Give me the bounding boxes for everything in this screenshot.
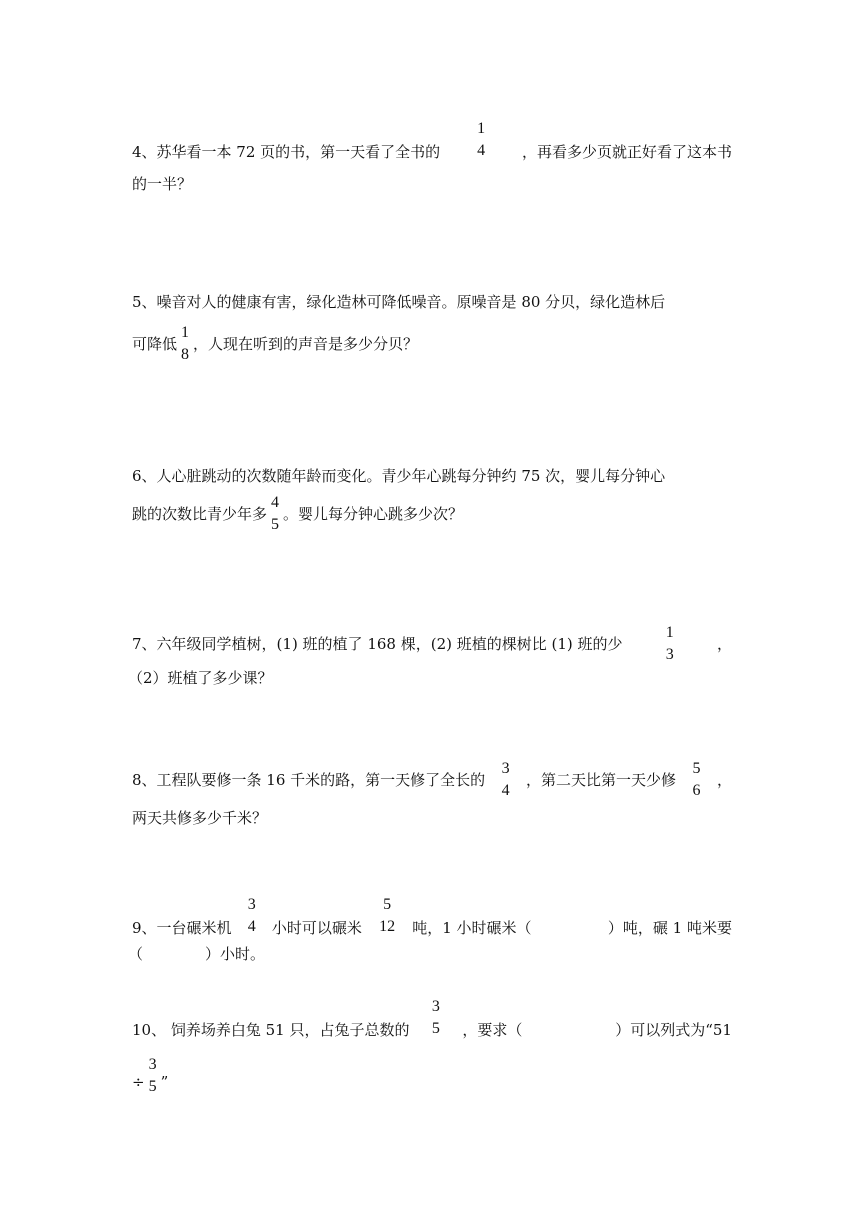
- fraction-numerator: 5: [383, 896, 392, 913]
- q4-fraction: [475, 118, 487, 162]
- fraction-numerator: 4: [271, 494, 280, 511]
- q10-expression-fraction: [147, 1054, 159, 1098]
- q10-fraction: [430, 996, 442, 1040]
- q5-line2: [132, 322, 732, 366]
- fraction-denominator: 12: [379, 918, 396, 935]
- fraction-numerator: 3: [431, 998, 440, 1015]
- q7-text-a: 7、六年级同学植树，(1) 班的植了 168 棵，(2) 班植的棵树比 (1) 班的少: [132, 635, 623, 653]
- fraction-denominator: 4: [247, 918, 256, 935]
- q9-line2-close: ）小时。: [205, 945, 266, 963]
- q5-line1: [132, 292, 732, 312]
- fraction-numerator: 3: [501, 760, 510, 777]
- q8-fraction-1: [500, 758, 512, 802]
- q9-line2: [128, 944, 728, 964]
- q8-fraction-2: [691, 758, 703, 802]
- fraction-denominator: 4: [501, 782, 510, 799]
- fraction-numerator: 1: [477, 120, 486, 137]
- q7-line2-text: （2）班植了多少课？: [128, 669, 273, 687]
- q5-text-b: ，人现在听到的声音是多少分贝？: [193, 335, 419, 353]
- q10-text-a: 10、 饲养场养白兔 51 只，占兔子总数的: [132, 1021, 410, 1039]
- q9-fraction-1: [246, 894, 258, 938]
- q5-text-a: 可降低: [132, 335, 178, 353]
- q10-divide-sign: ÷: [132, 1073, 145, 1091]
- q10-text-b: ，要求（: [462, 1021, 523, 1039]
- fraction-numerator: 5: [692, 760, 701, 777]
- fraction-denominator: 5: [148, 1078, 157, 1095]
- fraction-numerator: 1: [665, 624, 674, 641]
- q4-line2: [132, 174, 732, 194]
- q10-line1: [132, 998, 732, 1052]
- q4-text-b: ，再看多少页就正好看了这本书: [521, 143, 732, 161]
- q10-line2: [132, 1050, 732, 1094]
- fraction-numerator: 3: [247, 896, 256, 913]
- q7-fraction: [664, 622, 676, 666]
- q9-text-d: ）吨，碾 1 吨米要: [607, 919, 732, 937]
- q5-line1-text: 5、噪音对人的健康有害，绿化造林可降低噪音。原噪音是 80 分贝，绿化造林后: [132, 293, 666, 311]
- q6-line2: [132, 492, 732, 536]
- q8-line2-text: 两天共修多少千米？: [132, 809, 268, 827]
- fraction-denominator: 6: [692, 782, 701, 799]
- q9-text-c: 吨，1 小时碾米（: [412, 919, 532, 937]
- fraction-denominator: 3: [665, 646, 674, 663]
- fraction-denominator: 5: [431, 1020, 440, 1037]
- q7-text-b: ，: [716, 635, 732, 653]
- q5-fraction: [179, 322, 191, 366]
- q6-text-a: 跳的次数比青少年多: [132, 505, 268, 523]
- q6-text-b: 。婴儿每分钟心跳多少次？: [283, 505, 464, 523]
- q4-line1: [132, 120, 732, 174]
- q8-line2: [132, 808, 732, 828]
- q8-line1: [132, 758, 732, 802]
- q10-close-quote: ”: [160, 1073, 169, 1091]
- q6-line1: [132, 466, 732, 486]
- q10-text-c: ）可以列式为“51: [615, 1021, 732, 1039]
- fraction-numerator: 1: [181, 324, 190, 341]
- q4-line2-text: 的一半？: [132, 175, 193, 193]
- q8-text-b: ，第二天比第一天少修: [526, 771, 677, 789]
- fraction-denominator: 8: [181, 346, 190, 363]
- fraction-numerator: 3: [148, 1056, 157, 1073]
- q4-text-a: 4、苏华看一本 72 页的书，第一天看了全书的: [132, 143, 441, 161]
- q6-fraction: [269, 492, 281, 536]
- q8-text-a: 8、工程队要修一条 16 千米的路，第一天修了全长的: [132, 771, 486, 789]
- q8-text-c: ，: [716, 771, 732, 789]
- q9-line2-open: （: [128, 945, 144, 963]
- q7-line1: [132, 622, 732, 666]
- fraction-denominator: 4: [477, 142, 486, 159]
- q6-line1-text: 6、人心脏跳动的次数随年龄而变化。青少年心跳每分钟约 75 次，婴儿每分钟心: [132, 467, 666, 485]
- q7-line2: [128, 668, 728, 688]
- fraction-denominator: 5: [271, 516, 280, 533]
- q9-fraction-2: [376, 894, 398, 938]
- q9-text-b: 小时可以碾米: [271, 919, 362, 937]
- q9-text-a: 9、一台碾米机: [132, 919, 232, 937]
